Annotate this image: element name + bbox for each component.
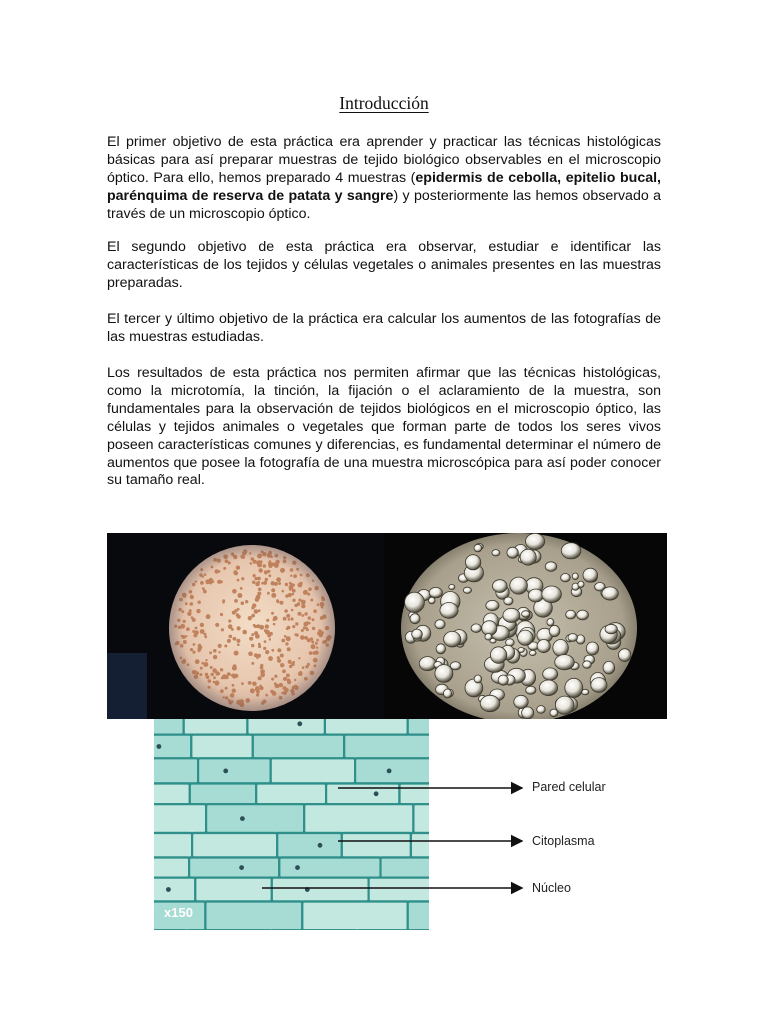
paragraph-1-text-start: El primer objetivo de esta práctica era aprender y practicar las técnicas histológicas básicas para así preparar muestras de tejido biológico observables en el microscopio óptico. Para ello, hemos preparado 4 muestras ( xyxy=(107,134,661,186)
paragraph-objective-3: El tercer y último objetivo de la práctica era calcular los aumentos de las fotografías de las muestras estudiadas. xyxy=(107,311,661,345)
paragraph-1-text-end: ) y posteriormente las hemos observado a través de un microscopio óptico. xyxy=(107,187,661,222)
label-cytoplasm: Citoplasma xyxy=(532,834,595,848)
label-cell-wall: Pared celular xyxy=(532,780,606,794)
label-nucleus: Núcleo xyxy=(532,881,571,895)
paragraph-1-samples-bold: epidermis de cebolla, epitelio bucal, parénquima de reserva de patata y sangre xyxy=(107,169,661,204)
paragraph-results: Los resultados de esta práctica nos permiten afirmar que las técnicas histológicas, como la microtomía, la tinción, la fijación o el aclaramiento de la muestra, son fundamentales para la observación de tejidos biológicos en el microscopio óptico, las células y tejidos animales o vegetales que forman parte de todos los seres vivos poseen características comunes y diferencias, es fundamental determinar el número de aumentos que posee la fotografía de una muestra microscópica para así poder conocer su tamaño real. xyxy=(107,365,661,489)
page-title: Introducción xyxy=(339,93,429,113)
magnification-label: x150 xyxy=(164,905,193,920)
paragraph-objective-2: El segundo objetivo de esta práctica era observar, estudiar e identificar las características de los tejidos y células vegetales o animales presentes en las muestras preparadas. xyxy=(107,239,661,291)
